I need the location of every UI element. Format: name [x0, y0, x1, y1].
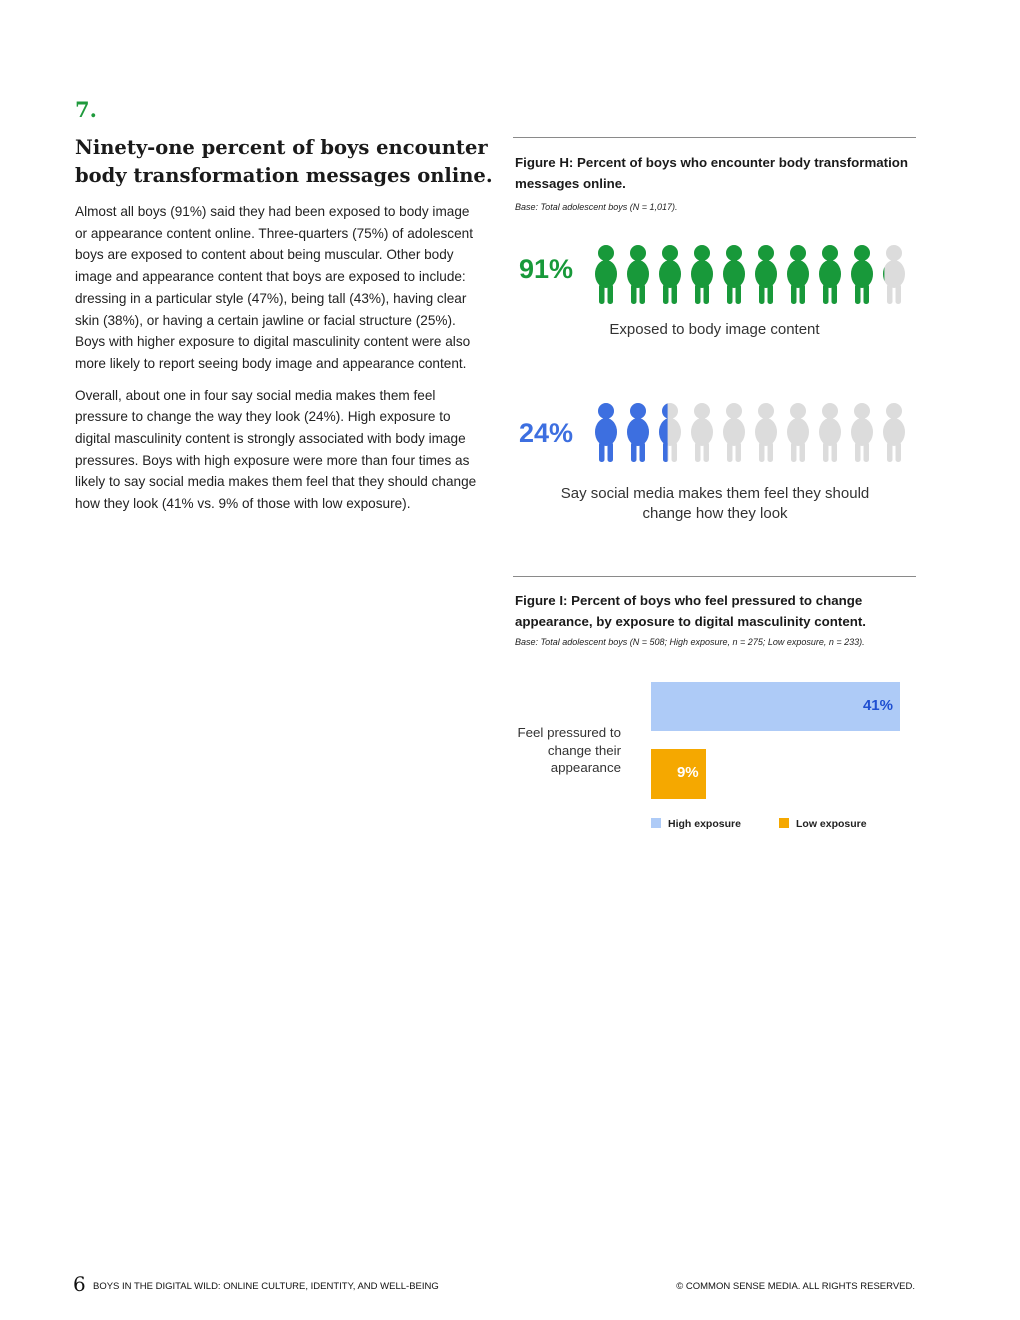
page-number: 6 [73, 1272, 86, 1296]
body-text [75, 201, 480, 525]
person-icon [819, 245, 841, 304]
person-icon [627, 403, 649, 462]
person-icon [883, 403, 905, 462]
person-icon [595, 403, 617, 462]
person-icon [723, 245, 745, 304]
bar-low-exposure-label: 9% [676, 764, 699, 781]
section-number: 7. [75, 97, 97, 122]
figure-h-divider [513, 137, 916, 138]
figure-h-title: Figure H: Percent of boys who encounter body transformation messages online. [515, 155, 909, 191]
pictogram-caption-exposed: Exposed to body image content [609, 321, 820, 338]
pictogram-caption-pressure: Say social media makes them feel they should change how they look [560, 485, 870, 522]
person-icon [659, 403, 681, 462]
person-icon [787, 403, 809, 462]
legend-item-high [651, 818, 741, 830]
section-headline: Ninety-one percent of boys encounter body transformation messages online. [75, 136, 493, 187]
person-icon [723, 403, 745, 462]
person-icon [851, 403, 873, 462]
legend-label-high: High exposure [668, 818, 741, 830]
person-icon [659, 245, 681, 304]
legend-swatch-high [651, 818, 661, 828]
legend-swatch-low [779, 818, 789, 828]
person-icon [755, 245, 777, 304]
bar-high-exposure-label: 41% [862, 697, 893, 714]
legend-item-low [779, 818, 867, 830]
figure-i-title: Figure I: Percent of boys who feel pressured to change appearance, by exposure to digital masculinity content. [515, 593, 866, 629]
person-icon [691, 403, 713, 462]
person-icon [819, 403, 841, 462]
footer-report-title: BOYS IN THE DIGITAL WILD: ONLINE CULTURE, IDENTITY, AND WELL-BEING [93, 1281, 439, 1292]
figure-h-base: Base: Total adolescent boys (N = 1,017). [515, 202, 678, 212]
pictogram-pressure [592, 402, 912, 464]
body-paragraph-2: Overall, about one in four say social media makes them feel pressure to change the way they look (24%). High exposure to digital masculinity content is strongly associated with body image pressures. Boys with high exposure were more than four times as likely to say social media makes them feel that they should change how they look (41% vs. 9% of those with low exposure). [75, 387, 477, 512]
figure-i-divider [513, 576, 916, 577]
person-icon [595, 245, 617, 304]
person-icon [883, 245, 905, 304]
person-icon [755, 403, 777, 462]
pictogram-percent-exposed: 91% [519, 254, 574, 284]
person-icon [787, 245, 809, 304]
person-icon [851, 245, 873, 304]
pictogram-percent-pressure: 24% [519, 418, 574, 448]
body-paragraph-1: Almost all boys (91%) said they had been exposed to body image or appearance content online. Three-quarters (75%) of adolescent boys are exposed to content about being muscular. Other body image and appearance content that boys are exposed to include: dressing in a particular style (47%), being tall (43%), having clear skin (38%), or having a certain jawline or facial structure (25%). Boys with higher exposure to digital masculinity content were also more likely to report seeing body image and appearance content. [75, 204, 473, 371]
legend-label-low: Low exposure [796, 818, 867, 830]
person-icon [691, 245, 713, 304]
figure-i-base: Base: Total adolescent boys (N = 508; High exposure, n = 275; Low exposure, n = 233). [515, 637, 865, 647]
pictogram-exposed [592, 244, 912, 306]
person-icon [627, 245, 649, 304]
bar-category-label: Feel pressured to change their appearance [517, 725, 621, 775]
footer-copyright: © COMMON SENSE MEDIA. ALL RIGHTS RESERVED. [676, 1281, 915, 1292]
